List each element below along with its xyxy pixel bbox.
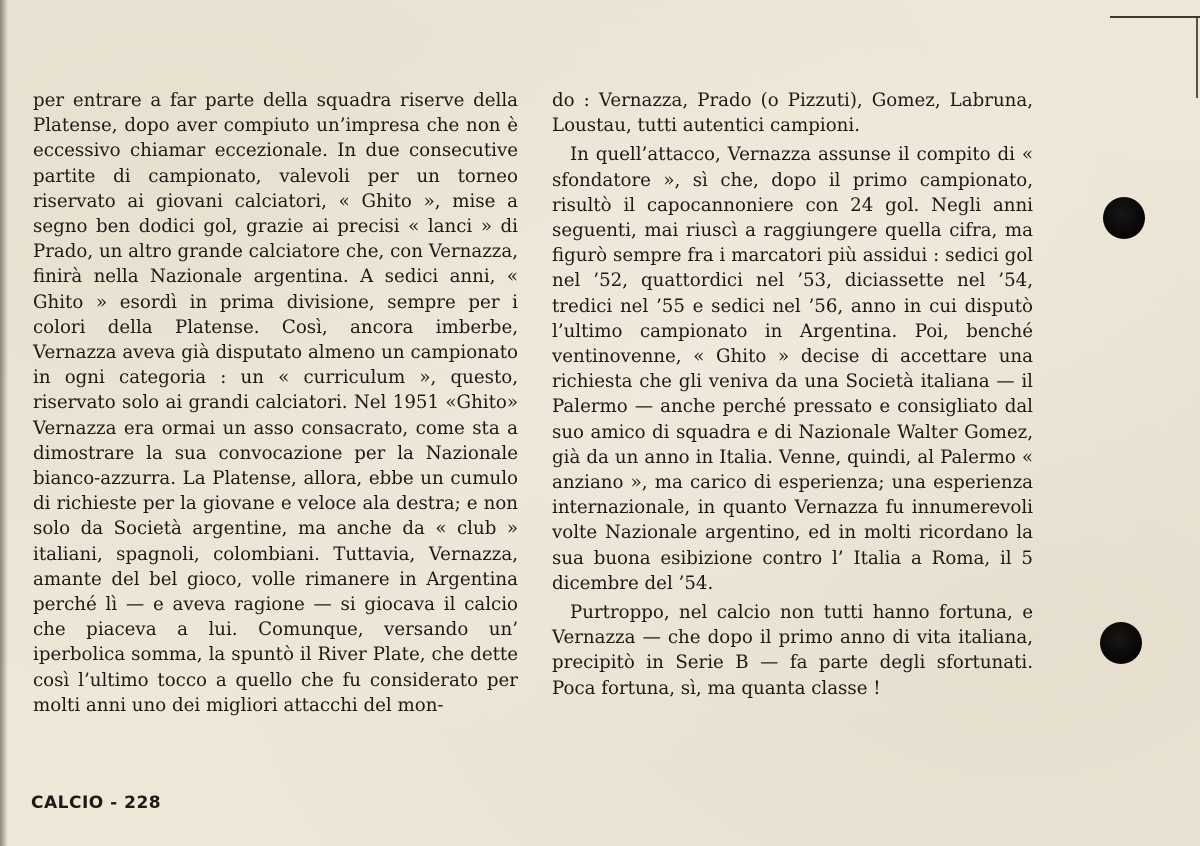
punch-hole-lower [1100, 622, 1142, 664]
corner-rule-top [1110, 16, 1200, 18]
punch-hole-upper [1103, 197, 1145, 239]
right-paragraph-3: Purtroppo, nel calcio non tutti hanno fortuna, e Vernazza — che dopo il primo anno di vita italiana, precipitò in Serie B — fa parte degli sfortunati. Poca fortuna, sì, ma quanta classe ! [552, 602, 1033, 699]
page-folio: CALCIO - 228 [31, 793, 162, 813]
left-paragraph-1: per entrare a far parte della squadra riserve della Platense, dopo aver compiuto un’impresa che non è eccessivo chiamar eccezionale. In due consecutive partite di campionato, valevoli per un torneo riservato ai giovani calciatori, « Ghito », mise a segno ben dodici gol, grazie ai precisi « lanci » di Prado, un altro grande calciatore che, con Vernazza, finirà nella Nazionale argentina. A sedici anni, « Ghito » esordì in prima divisione, sempre per i colori della Platense. Così, ancora imberbe, Vernazza aveva già disputato almeno un campionato in ogni categoria : un « curriculum », questo, riservato solo ai grandi calciatori. Nel 1951 «Ghito» Vernazza era ormai un asso consacrato, come sta a dimostrare la sua convocazione per la Nazionale bianco-azzurra. La Platense, allora, ebbe un cumulo di richieste per la giovane e veloce ala destra; e non solo da Società argentine, ma anche da « club » italiani, spagnoli, colombiani. Tuttavia, Vernazza, amante del bel gioco, volle rimanere in Argentina perché lì — e aveva ragione — si giocava il calcio che piaceva a lui. Comunque, versando un’ iperbolica somma, la spuntò il River Plate, che dette così l’ultimo tocco a quello che fu considerato per molti anni uno dei migliori attacchi del mon- [33, 90, 518, 716]
right-paragraph-2: In quell’attacco, Vernazza assunse il compito di « sfondatore », sì che, dopo il primo campionato, risultò il capocannoniere con 24 gol. Negli anni seguenti, mai riuscì a raggiungere quella cifra, ma figurò sempre fra i marcatori più assidui : sedici gol nel ’52, quattordici nel ’53, diciassette nel ’54, tredici nel ’55 e sedici nel ’56, anno in cui disputò l’ultimo campionato in Argentina. Poi, benché ventinovenne, « Ghito » decise di accettare una richiesta che gli veniva da una Società italiana — il Palermo — anche perché pressato e consigliato dal suo amico di squadra e di Nazionale Walter Gomez, già da un anno in Italia. Venne, quindi, al Palermo « anziano », ma carico di esperienza; una esperienza internazionale, in quanto Vernazza fu innumerevoli volte Nazionale argentino, ed in molti ricordano la sua buona esibizione contro l’ Italia a Roma, il 5 dicembre del ’54. [552, 144, 1033, 594]
right-text-column [552, 88, 1033, 701]
left-text-column [33, 88, 518, 718]
corner-rule-side [1196, 18, 1198, 98]
page-edge-shadow [0, 0, 8, 846]
right-paragraph-1: do : Vernazza, Prado (o Pizzuti), Gomez, Labruna, Loustau, tutti autentici campioni. [552, 90, 1033, 137]
